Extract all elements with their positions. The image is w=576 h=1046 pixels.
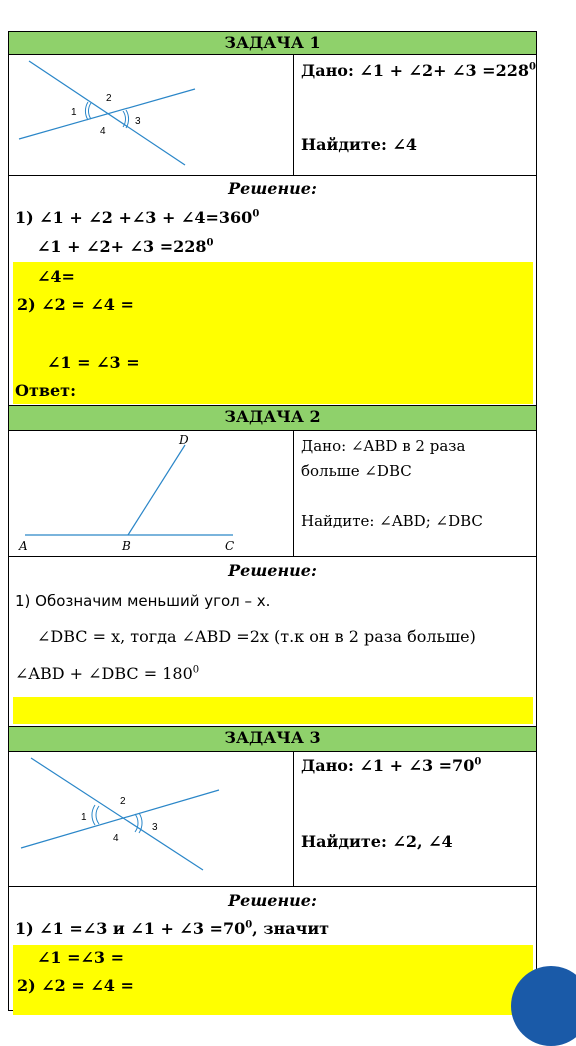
task1-line4: 2) ∠2 = ∠4 = xyxy=(17,295,134,314)
task1-diagram-cell xyxy=(8,54,294,176)
task2-header: ЗАДАЧА 2 xyxy=(8,405,537,431)
task2-diagram-cell xyxy=(8,430,294,557)
task2-label-b: B xyxy=(122,539,131,553)
task3-find: Найдите: ∠2, ∠4 xyxy=(301,832,453,851)
task3-label-3: 3 xyxy=(152,822,158,833)
task3-line3: 2) ∠2 = ∠4 = xyxy=(17,976,134,995)
task1-highlight xyxy=(13,262,533,404)
task1-line1: 1) ∠1 + ∠2 +∠3 + $\angle 4=360^0$ xyxy=(15,208,260,227)
task2-line3: ∠ABD + ∠DBC = $180^0$ xyxy=(15,664,200,683)
task3-line1: 1) ∠1 =∠3 и ∠1 + ∠3 $=70^0$, значит xyxy=(15,919,330,938)
task3-line2: ∠1 =∠3 = xyxy=(37,948,125,967)
task3-header: ЗАДАЧА 3 xyxy=(8,726,537,752)
task3-diagram xyxy=(9,752,293,886)
task1-arc-1 xyxy=(88,103,91,119)
task3-arc-1 xyxy=(96,806,99,824)
task2-line-bd xyxy=(128,445,185,535)
task3-arc-1b xyxy=(92,805,95,825)
task1-solution-cell xyxy=(8,175,537,406)
task2-given-cell xyxy=(293,430,537,557)
task3-solution-cell xyxy=(8,886,537,1011)
task2-highlight xyxy=(13,697,533,724)
task2-label-c: C xyxy=(225,539,235,553)
task3-arc-3 xyxy=(135,814,138,832)
task2-solution-title: Решение: xyxy=(228,561,317,580)
task2-label-a: A xyxy=(19,539,28,553)
task1-diagram xyxy=(9,55,293,175)
task1-label-2: 2 xyxy=(106,93,112,104)
task2-find: Найдите: ∠ABD; ∠DBC xyxy=(301,512,483,530)
task1-label-3: 3 xyxy=(135,116,141,127)
task1-line3: ∠4= xyxy=(37,267,75,286)
task2-diagram xyxy=(9,431,293,556)
task3-label-1: 1 xyxy=(81,812,87,823)
task3-given-cell xyxy=(293,751,537,887)
task3-given: Дано: ∠1 + ∠3 $=70^0$ xyxy=(301,756,482,775)
task1-line5: ∠1 = ∠3 = xyxy=(47,353,140,372)
task2-given-b: больше ∠DBC xyxy=(301,462,412,480)
task1-header: ЗАДАЧА 1 xyxy=(8,31,537,55)
task2-solution-cell xyxy=(8,556,537,727)
task3-diagram-cell xyxy=(8,751,294,887)
task1-given: Дано: ∠1 + ∠2+ ∠3 $=228^0$ xyxy=(301,61,536,80)
task1-arc-1b xyxy=(85,102,88,120)
task2-line1: 1) Обозначим меньший угол – х. xyxy=(15,592,271,610)
task3-line-a xyxy=(31,758,203,870)
task1-solution-title: Решение: xyxy=(228,179,317,198)
task1-given-cell xyxy=(293,54,537,176)
task1-line2: ∠1 + ∠2+ ∠3 $=228^0$ xyxy=(37,237,214,256)
task2-line2: ∠DBC = х, тогда ∠ABD =2х (т.к он в 2 раза больше) xyxy=(37,627,476,646)
task1-label-4: 4 xyxy=(100,126,106,137)
task3-label-4: 4 xyxy=(113,833,119,844)
corner-circle xyxy=(511,966,576,1046)
task2-label-d: D xyxy=(179,433,189,447)
task2-given-a: Дано: ∠ABD в 2 раза xyxy=(301,437,466,455)
task1-line-a xyxy=(29,61,185,165)
task1-answer: Ответ: xyxy=(15,381,76,400)
task3-solution-title: Решение: xyxy=(228,891,317,910)
task3-label-2: 2 xyxy=(120,796,126,807)
task1-find: Найдите: ∠4 xyxy=(301,135,417,154)
task1-label-1: 1 xyxy=(71,107,77,118)
